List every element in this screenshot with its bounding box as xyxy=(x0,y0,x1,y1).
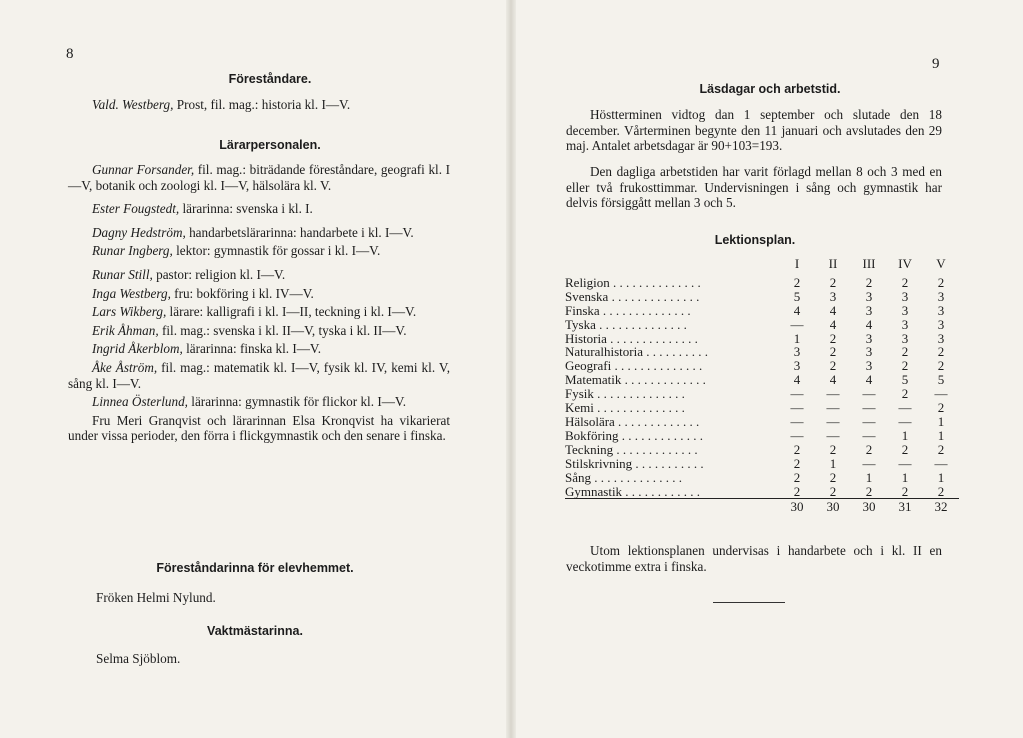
hours-cell: 1 xyxy=(937,469,945,485)
total-cell: 31 xyxy=(887,499,923,514)
table-row xyxy=(565,457,959,471)
subject-name: Religion . . . . . . . . . . . . . . xyxy=(565,275,701,290)
hours-cell: 4 xyxy=(865,316,873,332)
hours-cell: 5 xyxy=(793,288,801,304)
hours-cell: 2 xyxy=(793,469,801,485)
hours-cell: 2 xyxy=(937,400,945,416)
subject-name: Gymnastik . . . . . . . . . . . . xyxy=(565,484,701,499)
teacher-details: lärarinna: svenska i kl. I. xyxy=(179,201,313,217)
teacher-details: lärarinna: finska kl. I—V. xyxy=(182,341,322,357)
subject-name: Naturalhistoria . . . . . . . . . . xyxy=(565,345,708,360)
terms-paragraph: Höstterminen vidtog dan 1 september och slutade den 18 december. Vårterminen begynte den 11 januari och avslutades den 29 maj. Antalet arbetsdagar är 90+103=193. xyxy=(566,107,942,154)
hours-cell: 4 xyxy=(829,316,837,332)
hours-cell: — xyxy=(934,455,948,471)
table-row xyxy=(565,290,959,304)
teacher-name: Ester Fougstedt, xyxy=(92,201,180,217)
hours-cell: 3 xyxy=(793,358,801,374)
hours-cell: 2 xyxy=(793,441,801,457)
table-row xyxy=(565,485,959,499)
teacher-entry xyxy=(68,286,450,302)
hours-cell: — xyxy=(826,427,840,443)
hours-cell: 2 xyxy=(901,441,909,457)
hours-cell: 1 xyxy=(829,455,837,471)
principal-details: Prost, fil. mag.: historia kl. I—V. xyxy=(173,97,351,112)
hours-cell: 3 xyxy=(865,358,873,374)
hours-cell: 2 xyxy=(937,358,945,374)
table-header-row xyxy=(565,257,959,276)
teacher-name: Runar Still, xyxy=(92,266,153,282)
teacher-details: fil. mag.: biträdande föreståndare, geografi kl. I—V, botanik och zoologi kl. I—V, hälsolära kl. V. xyxy=(68,162,450,193)
hours-cell: — xyxy=(826,400,840,416)
hours-cell: 2 xyxy=(865,483,873,499)
hours-cell: 2 xyxy=(829,469,837,485)
substitute-note: Fru Meri Granqvist och lärarinnan Elsa Kronqvist ha vikarierat under vissa perioder, den förra i flickgymnastik och den senare i finska. xyxy=(68,412,450,444)
column-header: IV xyxy=(898,256,912,271)
page-number-right: 9 xyxy=(932,56,940,72)
lesson-plan-table xyxy=(565,257,959,514)
subject-name: Finska . . . . . . . . . . . . . . xyxy=(565,303,691,318)
hours-cell: 4 xyxy=(829,302,837,318)
table-row xyxy=(565,276,959,290)
hours-cell: 3 xyxy=(865,344,873,360)
subject-name: Geografi . . . . . . . . . . . . . . xyxy=(565,359,703,374)
hours-cell: 2 xyxy=(937,274,945,290)
hours-cell: 2 xyxy=(829,358,837,374)
teacher-details: lektor: gymnastik för gossar i kl. I—V. xyxy=(172,243,381,259)
hours-cell: 2 xyxy=(865,274,873,290)
teacher-details: fil. mag.: svenska i kl. II—V, tyska i kl. II—V. xyxy=(158,322,407,338)
teacher-entry xyxy=(68,162,450,193)
hours-cell: 2 xyxy=(901,274,909,290)
subject-name: Bokföring . . . . . . . . . . . . . xyxy=(565,428,703,443)
hours-paragraph: Den dagliga arbetstiden har varit förlagd mellan 8 och 3 med en eller två frukosttimmar. Undervisningen i sång och gymnastik har delvis försiggått mellan 3 och 5. xyxy=(566,164,942,211)
column-header: V xyxy=(936,256,946,271)
table-row xyxy=(565,345,959,359)
teacher-name: Erik Åhman, xyxy=(92,322,159,338)
hours-cell: 2 xyxy=(829,441,837,457)
teacher-details: fru: bokföring i kl. IV—V. xyxy=(170,285,314,301)
hours-cell: 2 xyxy=(901,386,909,402)
total-cell: 32 xyxy=(923,499,959,514)
subject-name: Matematik . . . . . . . . . . . . . xyxy=(565,373,706,388)
heading-principal: Föreståndare. xyxy=(228,72,312,86)
teacher-name: Runar Ingberg, xyxy=(92,243,173,259)
dorm-matron-name: Fröken Helmi Nylund. xyxy=(96,590,216,605)
hours-cell: 2 xyxy=(865,441,873,457)
hours-cell: 3 xyxy=(829,288,837,304)
table-row xyxy=(565,471,959,485)
page-number-left: 8 xyxy=(66,46,74,62)
column-header: III xyxy=(862,256,876,271)
hours-cell: — xyxy=(790,386,804,402)
table-row xyxy=(565,359,959,373)
hours-cell: 4 xyxy=(865,372,873,388)
table-row xyxy=(565,429,959,443)
hours-cell: 2 xyxy=(793,455,801,471)
hours-cell: 3 xyxy=(937,316,945,332)
hours-cell: 2 xyxy=(829,344,837,360)
hours-cell: — xyxy=(862,400,876,416)
book-gutter xyxy=(506,0,516,738)
hours-cell: — xyxy=(862,455,876,471)
subject-name: Sång . . . . . . . . . . . . . . xyxy=(565,470,682,485)
teacher-details: lärarinna: gymnastik för flickor kl. I—V. xyxy=(187,394,407,410)
subject-name: Tyska . . . . . . . . . . . . . . xyxy=(565,317,687,332)
subject-name: Fysik . . . . . . . . . . . . . . xyxy=(565,387,685,402)
hours-cell: — xyxy=(898,400,912,416)
teacher-entry xyxy=(68,243,450,259)
heading-teachers: Lärarpersonalen. xyxy=(219,138,321,152)
teacher-name: Gunnar Forsander, xyxy=(92,162,195,177)
hours-cell: 3 xyxy=(901,288,909,304)
hours-cell: 1 xyxy=(793,330,801,346)
lesson-plan-footnote: Utom lektionsplanen undervisas i handarbete och i kl. II en veckotimme extra i finska. xyxy=(566,543,942,574)
hours-cell: 2 xyxy=(793,274,801,290)
hours-cell: 2 xyxy=(901,483,909,499)
hours-cell: 3 xyxy=(865,288,873,304)
hours-cell: — xyxy=(862,413,876,429)
hours-cell: — xyxy=(826,413,840,429)
teacher-entry xyxy=(68,225,450,241)
teacher-entry xyxy=(68,360,450,391)
principal-entry xyxy=(68,97,450,113)
total-cell: 30 xyxy=(779,499,815,514)
teacher-entry xyxy=(68,267,450,283)
hours-cell: 2 xyxy=(829,274,837,290)
hours-cell: — xyxy=(898,413,912,429)
hours-cell: 2 xyxy=(937,344,945,360)
heading-school-days: Läsdagar och arbetstid. xyxy=(699,82,841,96)
table-row xyxy=(565,401,959,415)
hours-cell: 2 xyxy=(901,358,909,374)
hours-cell: 2 xyxy=(937,483,945,499)
hours-cell: 3 xyxy=(937,288,945,304)
hours-cell: 1 xyxy=(937,413,945,429)
teacher-name: Ingrid Åkerblom, xyxy=(92,341,183,357)
hours-cell: 2 xyxy=(793,483,801,499)
subject-name: Historia . . . . . . . . . . . . . . xyxy=(565,331,698,346)
teacher-name: Linnea Österlund, xyxy=(92,394,188,410)
hours-cell: — xyxy=(934,386,948,402)
hours-cell: 1 xyxy=(901,427,909,443)
hours-cell: 4 xyxy=(793,372,801,388)
column-header: I xyxy=(794,256,800,271)
hours-cell: 2 xyxy=(937,441,945,457)
heading-janitor: Vaktmästarinna. xyxy=(207,624,303,638)
closing-rule xyxy=(713,602,785,603)
teacher-entry xyxy=(68,394,450,410)
teacher-name: Lars Wikberg, xyxy=(92,304,167,320)
subject-name: Stilskrivning . . . . . . . . . . . xyxy=(565,456,704,471)
teacher-name: Dagny Hedström, xyxy=(92,224,186,240)
teacher-entry xyxy=(68,323,450,339)
table-row xyxy=(565,387,959,401)
hours-cell: 5 xyxy=(901,372,909,388)
table-row xyxy=(565,415,959,429)
hours-cell: 2 xyxy=(829,330,837,346)
hours-cell: — xyxy=(790,427,804,443)
hours-cell: — xyxy=(898,455,912,471)
hours-cell: — xyxy=(790,400,804,416)
hours-cell: — xyxy=(826,386,840,402)
hours-cell: 2 xyxy=(901,344,909,360)
hours-cell: 2 xyxy=(829,483,837,499)
janitor-name: Selma Sjöblom. xyxy=(96,651,181,666)
principal-name: Vald. Westberg, xyxy=(92,97,174,112)
teacher-entry xyxy=(68,201,450,217)
table-row xyxy=(565,318,959,332)
table-row xyxy=(565,373,959,387)
teacher-name: Inga Westberg, xyxy=(92,285,171,301)
lesson-plan-body xyxy=(565,276,959,499)
total-cell: 30 xyxy=(815,499,851,514)
subject-name: Svenska . . . . . . . . . . . . . . xyxy=(565,289,700,304)
teacher-details: lärare: kalligrafi i kl. I—II, teckning i kl. I—V. xyxy=(166,304,417,320)
heading-lesson-plan: Lektionsplan. xyxy=(714,233,796,247)
teacher-details: fil. mag.: matematik kl. I—V, fysik kl. IV, kemi kl. V, sång kl. I—V. xyxy=(68,359,450,391)
hours-cell: 3 xyxy=(901,302,909,318)
subject-name: Hälsolära . . . . . . . . . . . . . xyxy=(565,414,700,429)
column-header: II xyxy=(828,256,838,271)
hours-cell: 4 xyxy=(829,372,837,388)
table-row xyxy=(565,304,959,318)
hours-cell: 3 xyxy=(937,302,945,318)
teacher-entry xyxy=(68,341,450,357)
subject-name: Kemi . . . . . . . . . . . . . . xyxy=(565,401,685,415)
teacher-entry xyxy=(68,304,450,320)
hours-cell: 3 xyxy=(865,330,873,346)
hours-cell: 3 xyxy=(937,330,945,346)
subject-name: Teckning . . . . . . . . . . . . . xyxy=(565,442,698,457)
hours-cell: — xyxy=(790,413,804,429)
teacher-name: Åke Åström, xyxy=(92,359,158,375)
totals-row xyxy=(565,499,959,514)
hours-cell: 3 xyxy=(901,316,909,332)
hours-cell: 1 xyxy=(937,427,945,443)
hours-cell: 5 xyxy=(937,372,945,388)
hours-cell: 4 xyxy=(793,302,801,318)
teacher-list xyxy=(68,162,450,444)
hours-cell: 3 xyxy=(793,344,801,360)
hours-cell: 3 xyxy=(865,302,873,318)
heading-dorm-matron: Föreståndarinna för elevhemmet. xyxy=(156,561,354,575)
hours-cell: — xyxy=(862,427,876,443)
table-row xyxy=(565,443,959,457)
hours-cell: 1 xyxy=(865,469,873,485)
hours-cell: — xyxy=(862,386,876,402)
hours-cell: 3 xyxy=(901,330,909,346)
hours-cell: 1 xyxy=(901,469,909,485)
table-row xyxy=(565,332,959,346)
teacher-details: handarbetslärarinna: handarbete i kl. I—V. xyxy=(185,224,414,240)
hours-cell: — xyxy=(790,316,804,332)
total-cell: 30 xyxy=(851,499,887,514)
teacher-details: pastor: religion kl. I—V. xyxy=(152,266,286,282)
